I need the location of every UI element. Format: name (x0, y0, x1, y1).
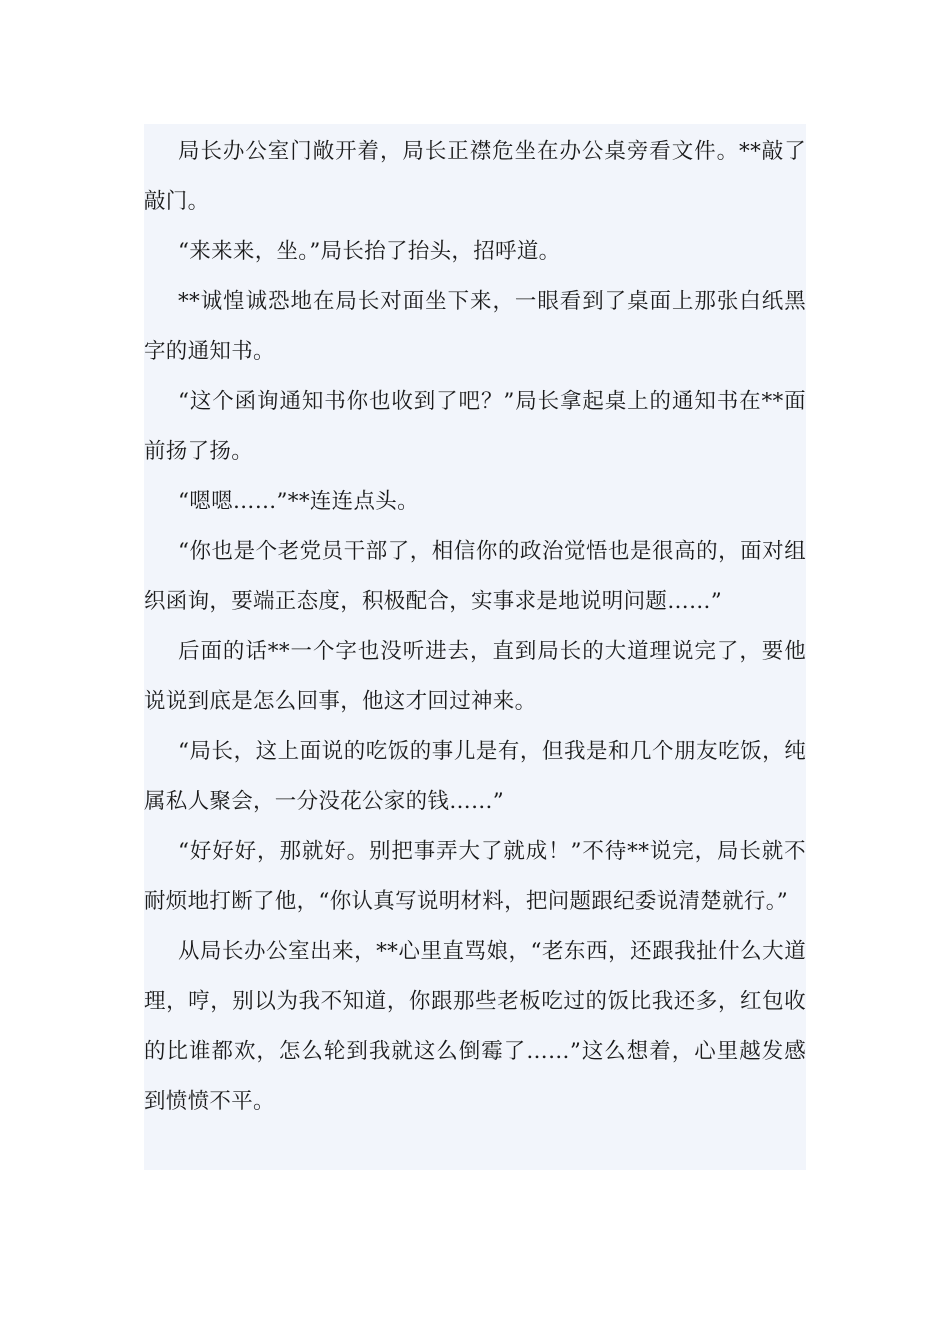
paragraph: “局长，这上面说的吃饭的事儿是有，但我是和几个朋友吃饭，纯属私人聚会，一分没花公家的钱……” (144, 739, 806, 814)
paragraph: 局长办公室门敞开着，局长正襟危坐在办公桌旁看文件。**敲了敲门。 (144, 139, 806, 214)
story-text-block (144, 124, 806, 1170)
paragraph: 后面的话**一个字也没听进去，直到局长的大道理说完了，要他说说到底是怎么回事，他这才回过神来。 (144, 639, 806, 714)
paragraph: **诚惶诚恐地在局长对面坐下来，一眼看到了桌面上那张白纸黑字的通知书。 (144, 289, 806, 364)
paragraph: “好好好，那就好。别把事弄大了就成！”不待**说完，局长就不耐烦地打断了他，“你认真写说明材料，把问题跟纪委说清楚就行。” (144, 839, 806, 914)
paragraph: “来来来，坐。”局长抬了抬头，招呼道。 (178, 239, 561, 264)
paragraph: “嗯嗯……”**连连点头。 (178, 489, 419, 514)
paragraph: “这个函询通知书你也收到了吧？”局长拿起桌上的通知书在**面前扬了扬。 (144, 389, 806, 464)
paragraph: 从局长办公室出来，**心里直骂娘，“老东西，还跟我扯什么大道理，哼，别以为我不知道，你跟那些老板吃过的饭比我还多，红包收的比谁都欢，怎么轮到我就这么倒霉了……”这么想着，心里越发感到愤愤不平。 (144, 939, 806, 1114)
paragraph: “你也是个老党员干部了，相信你的政治觉悟也是很高的，面对组织函询，要端正态度，积极配合，实事求是地说明问题……” (144, 539, 806, 614)
